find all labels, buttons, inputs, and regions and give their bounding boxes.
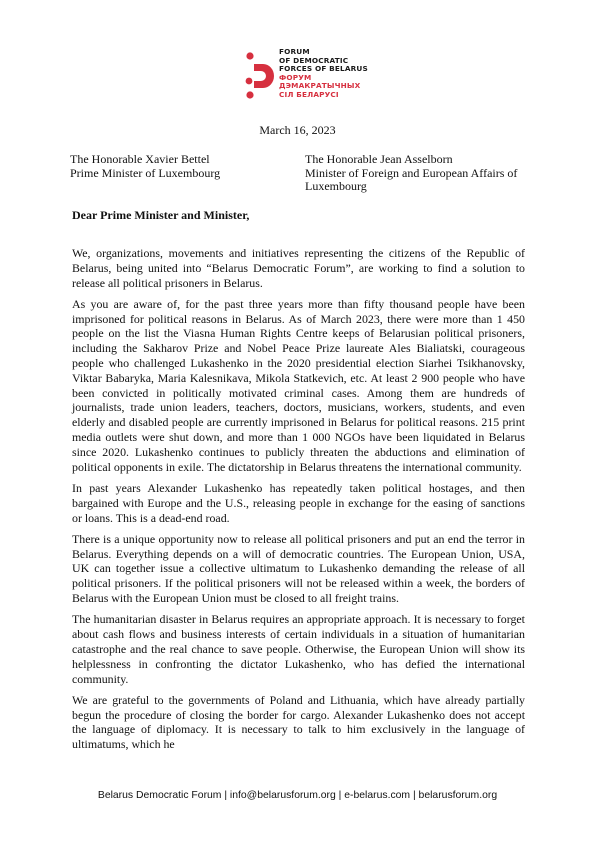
forum-logo [243, 44, 383, 106]
paragraph: We are grateful to the governments of Poland and Lithuania, which have already partially begun the procedure of closing the border for cargo. Alexander Lukashenko does not accept the language of diplomacy. It is necessary to talk to him exclusively in the language of ultimatums, which he [72, 692, 525, 752]
paragraph: We, organizations, movements and initiatives representing the citizens of the Republic of Belarus, being united into “Belarus Democratic Forum”, are working to find a solution to release all political prisoners in Belarus. [72, 246, 525, 290]
forum-logo-text [279, 48, 368, 100]
paragraph: In past years Alexander Lukashenko has repeatedly taken political hostages, and then bargained with Europe and the U.S., releasing people in exchange for the easing of sanctions or loans. This is a dead-end road. [72, 480, 525, 525]
recipient-left-name: The Honorable Xavier Bettel [70, 152, 210, 166]
logo-line-en-1: FORUM [279, 47, 310, 56]
recipient-right-title-cont: Luxembourg [305, 179, 367, 193]
paragraph: The humanitarian disaster in Belarus requires an appropriate approach. It is necessary to forget about cash flows and business interests of certain individuals in a situation of humanitarian catastrophe and the real chance to save people. Otherwise, the European Union will show its helplessness in confronting the dictator Lukashenko, who has defied the international community. [72, 612, 525, 686]
paragraph: There is a unique opportunity now to release all political prisoners and put an end the terror in Belarus. Everything depends on a will of democratic countries. The European Union, USA, UK can together issue a collective ultimatum to Lukashenko demanding the release of all political prisoners. If the political prisoners will not be released within a week, the borders of Belarus with the European Union must be closed to all freight trains. [72, 531, 525, 606]
recipient-right [305, 153, 535, 194]
salutation: Dear Prime Minister and Minister, [72, 208, 250, 222]
paragraph: As you are aware of, for the past three years more than fifty thousand people have been imprisoned for political reasons in Belarus. As of March 2023, there were more than 1 450 people on the list the Viasna Human Rights Centre keeps of Belarusian political prisoners, including the Sakharov Prize and Nobel Peace Prize laureate Ales Bialiatski, courageous people who challenged Lukashenko in the 2020 presidential election Siarhei Tsikhanovsky, Viktar Babaryka, Maria Kalesnikava, Mikola Statkevich, etc. At least 2 900 people who have been convicted in politically motivated criminal cases. Among them are hundreds of journalists, trade union leaders, teachers, doctors, musicians, workers, students, and even elderly and disabled people are currently imprisoned in Belarus for political reasons. 215 print media outlets were shut down, and more than 1 000 NGOs have been liquidated in Belarus since 2020. Lukashenko continues to publicly threaten the abductions and elimination of political opponents in exile. The dictatorship in Belarus threatens the international community. [72, 296, 525, 474]
logo-line-by-3: СІЛ БЕЛАРУСІ [279, 89, 339, 99]
letter-date: March 16, 2023 [259, 123, 336, 137]
logo-line-en-2: OF DEMOCRATIC [279, 55, 349, 65]
recipient-right-name: The Honorable Jean Asselborn [305, 152, 453, 166]
recipient-left [70, 153, 290, 180]
page-footer: Belarus Democratic Forum | info@belarusforum.org | e-belarus.com | belarusforum.org [97, 790, 498, 801]
recipient-left-title: Prime Minister of Luxembourg [70, 165, 221, 180]
logo-line-en-3: FORCES OF BELARUS [279, 64, 368, 74]
logo-line-by-2: ДЭМАКРАТЫЧНЫХ [279, 81, 361, 91]
forum-logo-mark-icon [243, 48, 275, 102]
recipient-right-title: Minister of Foreign and European Affairs of [305, 165, 518, 180]
letter-body [72, 246, 525, 759]
logo-line-by-1: ФОРУМ [279, 72, 312, 82]
